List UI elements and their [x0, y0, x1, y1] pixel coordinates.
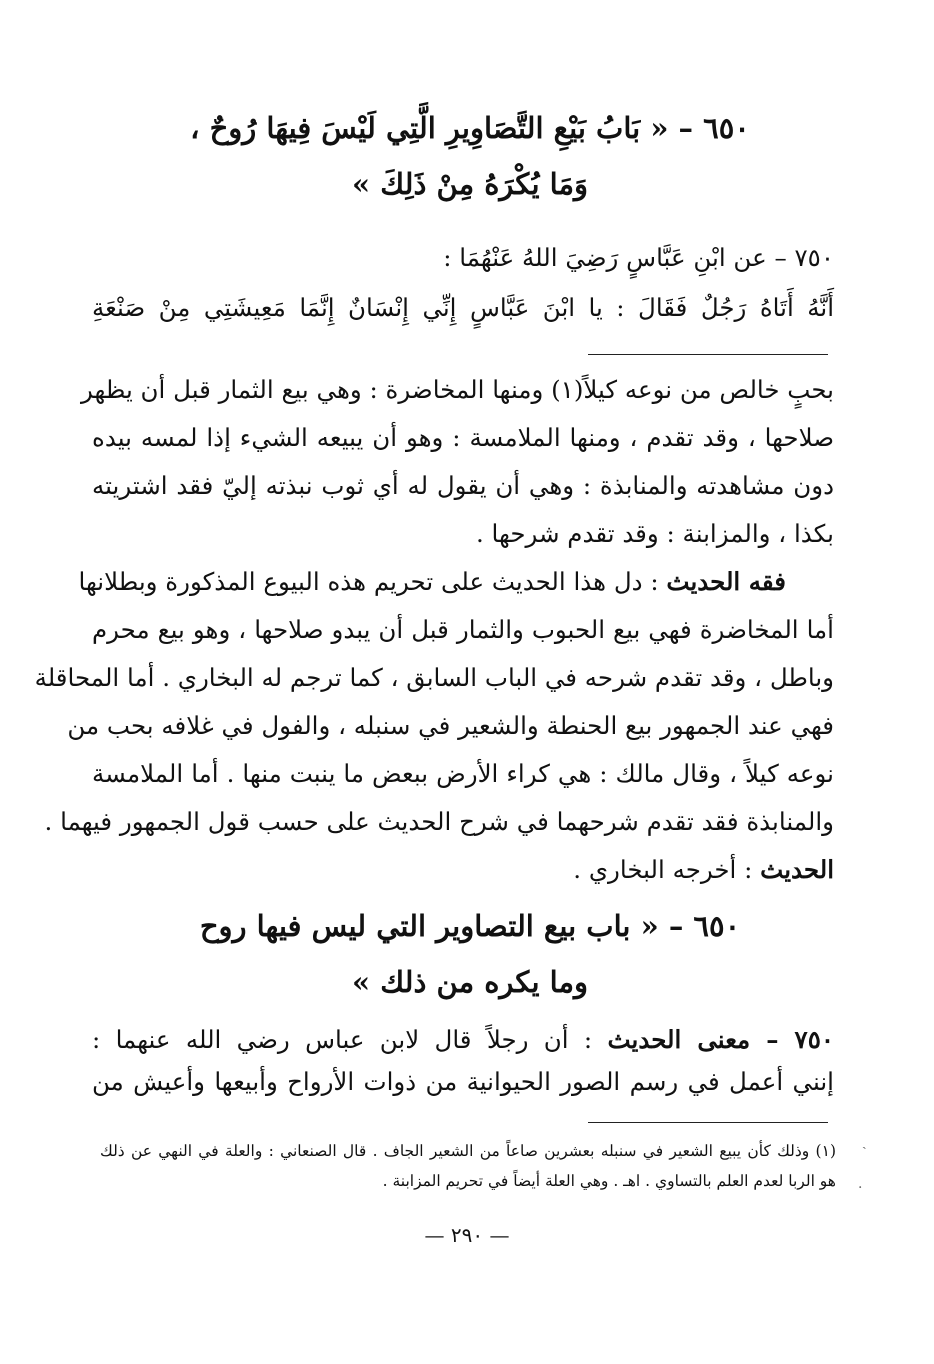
fiqh-line-3: فهي عند الجمهور بيع الحنطة والشعير في سنبله ، والفول في غلافه بحب من	[67, 711, 834, 740]
scan-speck: ˏ	[862, 1134, 867, 1150]
fiqh-label: فقه الحديث	[666, 567, 786, 596]
fiqh-line-2: وباطل ، وقد تقدم شرحه في الباب السابق ، كما ترجم له البخاري . أما المحاقلة	[34, 663, 834, 692]
meaning-number: ٧٥٠ –	[750, 1025, 835, 1054]
takhrij-line	[92, 850, 834, 890]
fiqh-line-1: أما المخاضرة فهي بيع الحبوب والثمار قبل أن يبدو صلاحها ، وهو بيع محرم	[92, 615, 834, 644]
fiqh-line-5: والمنابذة فقد تقدم شرحهما في شرح الحديث على حسب قول الجمهور فيهما .	[44, 807, 834, 836]
meaning-line-1	[92, 1020, 834, 1060]
chapter-heading-line-1: ٦٥٠ – « بَابُ بَيْعِ التَّصَاوِيرِ الَّتِي لَيْسَ فِيهَا رُوحٌ ،	[190, 111, 750, 145]
chapter-heading-vocalized	[120, 100, 820, 212]
takhrij-text: : أخرجه البخاري .	[573, 855, 761, 884]
meaning-line-2: إنني أعمل في رسم الصور الحيوانية من ذوات الأرواح وأبيعها وأعيش من	[92, 1067, 834, 1096]
chapter-heading-plain-line-2: وما يكره من ذلك »	[352, 965, 588, 999]
section-divider	[588, 354, 828, 355]
fiqh-line-4: نوعه كيلاً ، وقال مالك : هي كراء الأرض ببعض ما ينبت منها . أما الملامسة	[92, 759, 834, 788]
fiqh-first-text: : دل هذا الحديث على تحريم هذه البيوع المذكورة وبطلانها	[78, 567, 667, 596]
meaning-label: معنى الحديث	[607, 1025, 751, 1054]
commentary-line-3: دون مشاهدته والمنابذة : وهي أن يقول له أي ثوب نبذته إليّ فقد اشتريته	[92, 471, 834, 500]
footnote-line-1: (١) وذلك كأن يبيع الشعير في سنبله بعشرين صاعاً من الشعير الجاف . قال الصنعاني : والعلة في النهي عن ذلك	[100, 1142, 836, 1160]
scan-speck: ·	[858, 1180, 863, 1196]
footnote-line-2: هو الربا لعدم العلم بالتساوي . اهـ . وهي العلة أيضاً في تحريم المزابنة .	[382, 1172, 836, 1190]
chapter-heading-line-2: وَمَا يُكْرَهُ مِنْ ذَلِكَ »	[352, 167, 588, 201]
commentary-line-4: بكذا ، والمزابنة : وقد تقدم شرحها .	[475, 519, 834, 548]
chapter-heading-plain-line-1: ٦٥٠ – « باب بيع التصاوير التي ليس فيها روح	[199, 909, 741, 943]
hadith-text: أَنَّهُ أَتَاهُ رَجُلٌ فَقَالَ : يا ابْنَ عَبَّاسٍ إِنِّي إِنْسَانٌ إِنَّمَا مَعِيشَتِي مِنْ صَنْعَةِ	[92, 293, 834, 322]
fiqh-paragraph-first-line	[78, 562, 834, 602]
page-number: — ٢٩٠ —	[424, 1223, 510, 1247]
footnote-divider	[588, 1122, 828, 1123]
takhrij-label: الحديث	[760, 855, 834, 884]
commentary-line-2: صلاحها ، وقد تقدم ، ومنها الملامسة : وهو أن يبيعه الشيء إذا لمسه بيده	[92, 423, 834, 452]
commentary-line-1: بحبٍ خالص من نوعه كيلاً(١) ومنها المخاضرة : وهي بيع الثمار قبل أن يظهر	[81, 375, 834, 404]
chapter-heading-plain	[120, 898, 820, 1010]
meaning-text: : أن رجلاً قال لابن عباس رضي الله عنهما :	[92, 1025, 608, 1054]
hadith-intro: ٧٥٠ – عن ابْنِ عَبَّاسٍ رَضِيَ اللهُ عَنْهُمَا :	[443, 243, 834, 272]
